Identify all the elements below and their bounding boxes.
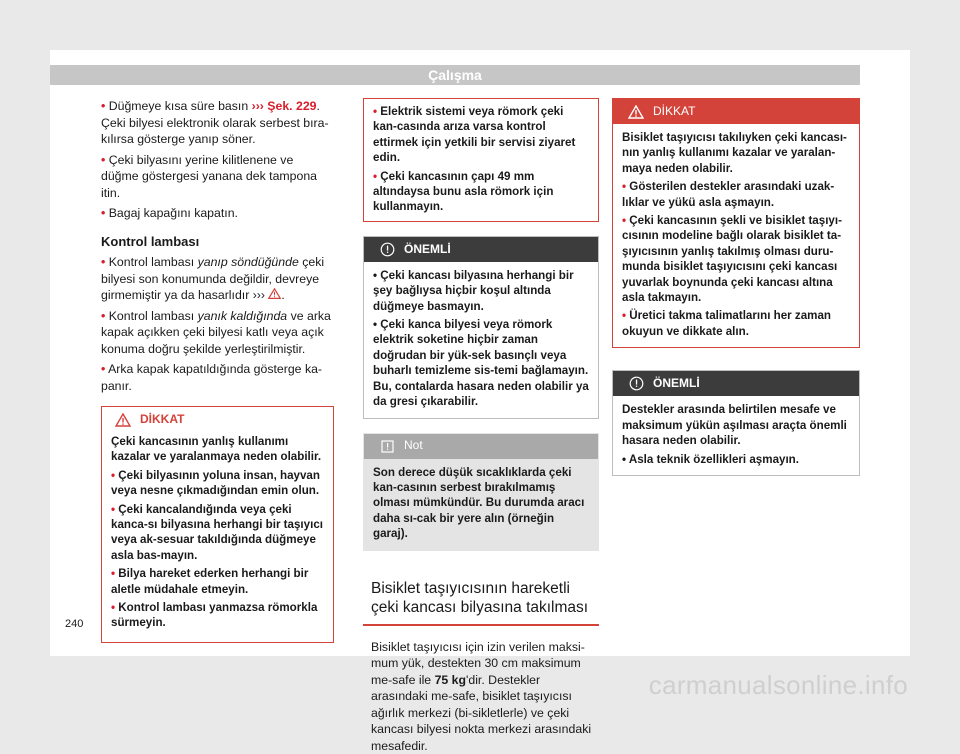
bullet: • — [622, 309, 627, 323]
step-2: • Çeki bilyasını yerine kilitlenene ve düğme göstergesi yanana dek tampona itin. — [101, 152, 318, 200]
bullet: • — [622, 214, 627, 228]
watermark: carmanualsonline.info — [648, 670, 908, 700]
warning-triangle-icon — [627, 103, 645, 121]
step-1: • Düğmeye kısa süre basın ››› Şek. 229. Çeki bilyesi elektronik olarak serbest bıra-kılırsa gösterge yanıp söner. — [101, 99, 329, 146]
not-header: Not — [364, 434, 598, 459]
section-title: Bisiklet taşıyıcısının hareketli çeki kancası bilyasına takılması — [363, 579, 599, 626]
dikkat-body: Çeki kancasının yanlış kullanımı kazalar ve yaralanmaya neden olabilir. • Çeki bilyasının yoluna insan, hayvan veya nesne çıkmadığından emin olun. • Çeki kancalandığında veya çeki kanca-sı bilyasına herhangi bir taşıyıcı veya ak-sesuar takıldığında düğmeye asla bas-mayın. • Bilya hareket ederken herhangi bir aletle müdahale etmeyin. • Kontrol lambası yanmazsa römorkla sürmeyin. — [111, 435, 323, 630]
bullet: • — [373, 169, 378, 183]
column-right — [612, 98, 860, 476]
onemli-body: Destekler arasında belirtilen mesafe ve maksimum yükün aşılması araçta önemli hasara neden olabilir. • Asla teknik özellikleri aşmayın. — [622, 403, 847, 466]
chapter-header — [50, 65, 860, 85]
bullet: • — [111, 468, 116, 482]
bullet: • — [111, 567, 116, 581]
warning-triangle-icon — [114, 411, 132, 429]
onemli-header: ÖNEMLİ — [364, 237, 598, 262]
dikkat-box-right — [612, 98, 860, 348]
onemli-header: ÖNEMLİ — [613, 371, 859, 396]
bullet: • — [101, 255, 106, 269]
bullet: • — [101, 308, 106, 323]
bullet: • — [101, 152, 106, 167]
section-heading-block — [363, 579, 599, 626]
bullet: • — [101, 206, 106, 220]
dikkat-header: DİKKAT — [102, 407, 333, 432]
dikkat-header: DİKKAT — [613, 99, 859, 124]
bullet: • — [373, 105, 378, 118]
bullet: • — [101, 99, 106, 113]
step-3: • Bagaj kapağını kapatın. — [101, 206, 238, 220]
not-box — [363, 433, 599, 551]
chapter-title: Çalışma — [428, 67, 482, 83]
not-body: Son derece düşük sıcaklıklarda çeki kan-casının serbest bırakılmamış olması mümkündür. Bu durumda aracı daha sı-cak bir yere alın (örneğin garaj). — [373, 465, 585, 541]
kontrol-item-3: • Arka kapak kapatıldığında gösterge ka-panır. — [101, 362, 323, 393]
onemli-box-middle — [363, 236, 599, 419]
dikkat-body: Bisiklet taşıyıcısı takılıyken çeki kancası-nın yanlış kullanımı kazalar ve yaralan-maya neden olabilir. • Gösterilen destekler arasındaki uzak-lıklar ve yükü asla aşmayın. • Çeki kancasının şekli ve bisiklet taşıyı-cısının modeline bağlı olarak bisiklet ta-şıyıcısının yanlış takılmış olması duru-munda bisiklet taşıyıcısını çeki kancası yuvarlak boynunda çeki kancası altına asla takmayın. • Üretici takma talimatlarını her zaman okuyun ve dikkate alın. — [622, 131, 847, 338]
page-number: 240 — [65, 618, 84, 630]
info-circle-icon — [378, 240, 396, 258]
kontrol-item-1: • Kontrol lambası yanıp söndüğünde çeki bilyesi son konumunda değildir, devreye girmemiştir ya da hasarlıdır ››› . — [101, 255, 325, 302]
kontrol-item-2: • Kontrol lambası yanık kaldığında ve arka kapak açıkken çeki bilyesi katlı veya açık konuma doğru şekilde yerleştirilmiştir. — [101, 308, 331, 356]
note-icon — [378, 437, 396, 455]
bullet: • — [622, 180, 627, 194]
onemli-box-right — [612, 370, 860, 476]
info-circle-icon — [627, 375, 645, 393]
column-left — [101, 98, 334, 643]
bullet: • — [111, 502, 116, 516]
dikkat-box-left — [101, 406, 334, 643]
bullet: • — [101, 362, 106, 376]
column-middle — [363, 98, 599, 754]
dikkat-continuation-box: • Elektrik sistemi veya römork çeki kan-casında arıza varsa kontrol ettirmek için yetkili bir servisi ziyaret edin. • Çeki kancasının çapı 49 mm altındaysa bunu asla römork için kullanmayın. — [363, 98, 599, 222]
section-paragraph: Bisiklet taşıyıcısı için izin verilen maksi-mum yük, destekten 30 cm maksimum me-safe ile 75 kg'dir. Destekler arasındaki me-safe, bisiklet taşıyıcısı ağırlık merkezi (bi-sikletlerle) ve çeki kancası bilyesi nokta merkezi arasındaki mesafedir. — [371, 639, 592, 753]
figure-reference-link[interactable]: ››› Şek. 229 — [251, 99, 317, 113]
onemli-body: • Çeki kancası bilyasına herhangi bir şey bağlıysa hiçbir koşul altında düğmeye basmayın. • Çeki kanca bilyesi veya römork elektrik soketine hiçbir zaman doğrudan bir yük-sek basınçlı veya buharlı temizleme sis-temi bağlamayın. Bu, contalarda hasara neden olabilir ya da gresi çıkarabilir. — [373, 268, 589, 409]
kontrol-heading: Kontrol lambası — [101, 233, 200, 249]
warning-triangle-icon[interactable] — [268, 288, 281, 302]
bullet: • — [111, 601, 116, 615]
